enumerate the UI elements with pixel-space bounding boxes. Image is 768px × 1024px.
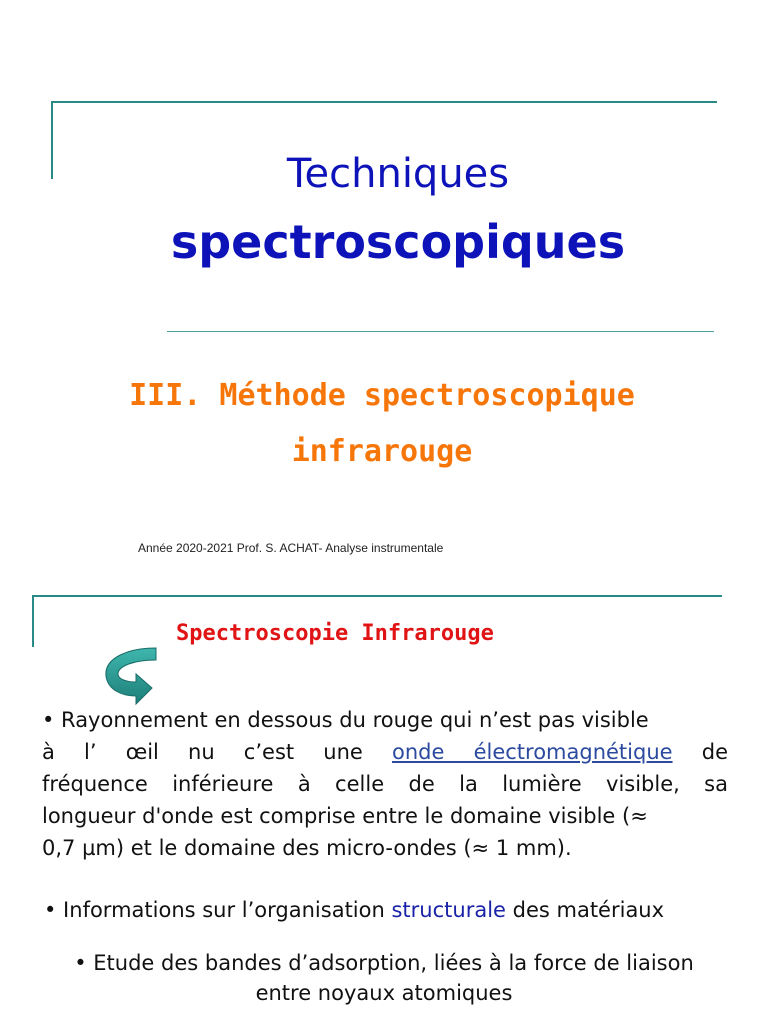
paragraph-line2-start: à l’ œil nu c’est une xyxy=(42,740,363,764)
paragraph-line4: longueur d'onde est comprise entre le domaine visible (≈ xyxy=(42,804,648,828)
slide1-frame-top-line xyxy=(51,101,717,103)
onde-electromagnetique-link[interactable]: onde électromagnétique xyxy=(392,740,673,764)
slide-footer: Année 2020-2021 Prof. S. ACHAT- Analyse instrumentale xyxy=(138,541,444,555)
paragraph-line3: fréquence inférieure à celle de la lumière visible, sa xyxy=(42,772,728,796)
paragraph-line1: • Rayonnement en dessous du rouge qui n’est pas visible xyxy=(42,708,649,732)
bullet-structural-info xyxy=(44,894,664,926)
bullet-absorption-bands xyxy=(0,948,768,1008)
paragraph-line5: 0,7 µm) et le domaine des micro-ondes (≈ 1 mm). xyxy=(42,836,572,860)
slide2-frame-left-line xyxy=(32,595,34,647)
bullet2-highlight: structurale xyxy=(391,898,506,922)
slide2-frame-top-line xyxy=(32,595,722,597)
slide-title-line1: Techniques xyxy=(286,151,510,197)
section-heading: Spectroscopie Infrarouge xyxy=(176,621,494,646)
curved-arrow-icon xyxy=(98,644,164,706)
paragraph-line2-end: de xyxy=(701,740,728,764)
bullet2-end: des matériaux xyxy=(505,898,665,922)
paragraph-infrared-definition xyxy=(42,704,728,864)
paragraph-line2 xyxy=(42,736,728,768)
bullet2-start: • Informations sur l’organisation xyxy=(44,898,392,922)
slide1-divider-line xyxy=(167,331,714,332)
bullet3-line2: entre noyaux atomiques xyxy=(255,981,513,1005)
slide-subtitle-line2: infrarouge xyxy=(291,434,473,469)
bullet3-line1: • Etude des bandes d’adsorption, liées à la force de liaison xyxy=(74,951,694,975)
slide-title-line2: spectroscopiques xyxy=(170,215,626,269)
slide-subtitle-line1: III. Méthode spectroscopique xyxy=(129,378,635,413)
